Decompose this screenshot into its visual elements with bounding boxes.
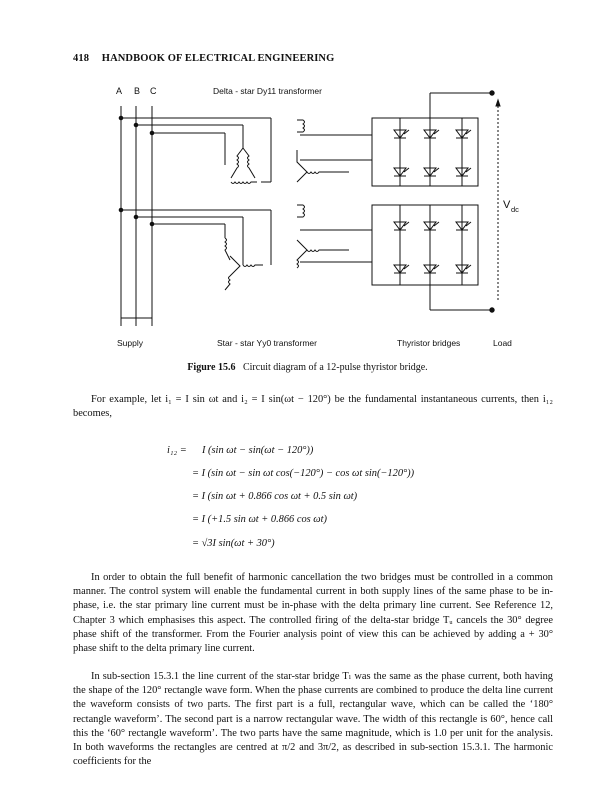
circuit-diagram <box>0 0 615 360</box>
caption-text: Circuit diagram of a 12-pulse thyristor bridge. <box>242 362 428 373</box>
bottom-secondary-winding <box>297 205 372 268</box>
thyristor-label: Thyristor bridges <box>397 338 461 348</box>
equation-line-5: = √3I sin(ωt + 30°) <box>192 538 275 549</box>
equation-line-4: = I (+1.5 sin ωt + 0.866 cos ωt) <box>192 514 327 525</box>
equation-line-1: I (sin ωt − sin(ωt − 120°)) <box>202 445 314 456</box>
vdc-subscript: dc <box>511 205 519 214</box>
load-label: Load <box>493 338 512 348</box>
paragraph-1: For example, let i₁ = I sin ωt and i₂ = I sin(ωt − 120°) be the fundamental instantaneous currents, then i₁₂ becomes, <box>73 394 553 420</box>
running-title: HANDBOOK OF ELECTRICAL ENGINEERING <box>101 53 335 64</box>
phase-label-a: A <box>116 86 123 96</box>
figure-caption <box>0 362 615 373</box>
supply-label: Supply <box>117 338 143 348</box>
equation-lhs: i₁₂ = <box>167 445 187 456</box>
delta-primary-winding <box>225 118 271 184</box>
top-secondary-winding <box>297 120 372 182</box>
dc-output <box>430 91 500 312</box>
page-number: 418 <box>73 53 90 64</box>
star-transformer-label: Star - star Yy0 transformer <box>217 338 317 348</box>
paragraph-3: In sub-section 15.3.1 the line current of the star-star bridge Tₗ was the same as the phase current, both having the shape of the 120° rectangle wave form. When the phase currents are combined to produce the delta line current the waveform consists of two parts. The first part is a full, rectangular wave, which can be called the ‘180° rectangle waveform’. The second part is a narrow rectangular wave. The width of this rectangle is 60°, hence call this the ‘60° rectangle waveform’. The two parts have the same magnitude, which is 1.0 per unit for the analysis. In both waveforms the rectangles are centred at π/2 and 3π/2, as described in sub-section 15.3.1. The harmonic coefficients for the <box>73 671 553 768</box>
vdc-label: V <box>503 199 511 211</box>
star-primary-winding <box>225 210 271 290</box>
equation-line-2: = I (sin ωt − sin ωt cos(−120°) − cos ωt sin(−120°)) <box>192 468 415 479</box>
top-transformer-label: Delta - star Dy11 transformer <box>213 86 322 96</box>
caption-number: Figure 15.6 <box>187 362 236 373</box>
phase-label-b: B <box>134 86 141 96</box>
equation-line-3: = I (sin ωt + 0.866 cos ωt + 0.5 sin ωt) <box>192 491 358 502</box>
feeder-lines <box>119 116 271 318</box>
phase-label-c: C <box>150 86 157 96</box>
paragraph-2: In order to obtain the full benefit of harmonic cancellation the two bridges must be controlled in a common manner. The control system will enable the fundamental current in both supply lines of the same phase to be in-phase, i.e. the star primary line current must be in-phase with the delta primary line current. See Reference 12, Chapter 3 which emphasises this aspect. The controlled firing of the delta-star bridge Tᵤ cancels the 30° degree phase shift of the transformer. From the Fourier analysis point of view this can be achieved by adding a + 30° phase shift to the delta primary line current. <box>73 572 553 655</box>
thyristor-symbols <box>394 130 471 273</box>
